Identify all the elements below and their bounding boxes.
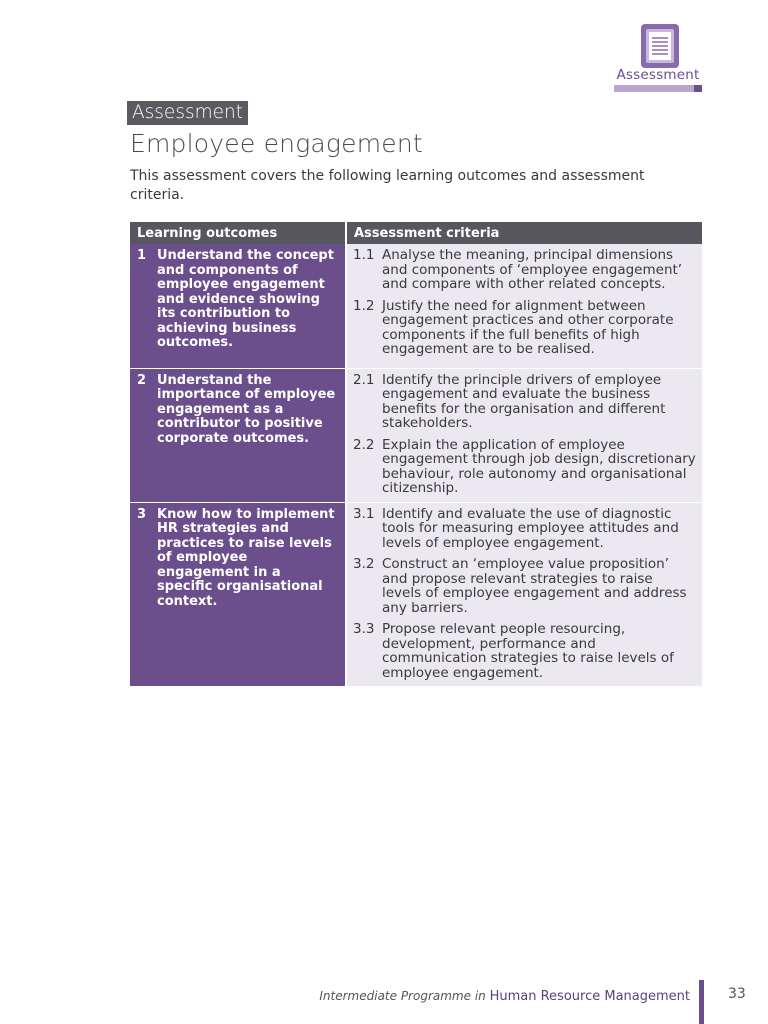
- footer-programme: [319, 989, 690, 1004]
- criterion-text: Identify the principle drivers of employee engagement and evaluate the business benefits for the organisation and different stakeholders.: [382, 371, 666, 431]
- footer-divider: [699, 980, 704, 1024]
- outcome-text: Understand the concept and components of employee engagement and evidence showing its contribution to achieving business outcomes.: [157, 248, 334, 350]
- assessment-table: [130, 222, 702, 687]
- intro-text: This assessment covers the following learning outcomes and assessment criteria.: [130, 168, 645, 203]
- table-row: [130, 368, 702, 502]
- criterion-item: [353, 622, 696, 680]
- footer-prefix: Intermediate Programme in: [319, 989, 486, 1003]
- criterion-text: Propose relevant people resourcing, development, performance and communication strategies to raise levels of employee engagement.: [382, 621, 674, 681]
- criterion-number: 2.2: [353, 436, 375, 453]
- criterion-number: 1.1: [353, 247, 375, 263]
- criterion-item: [353, 373, 696, 431]
- criterion-text: Identify and evaluate the use of diagnostic tools for measuring employee attitudes and levels of employee engagement.: [382, 505, 679, 551]
- outcome-number: 2: [137, 372, 147, 388]
- corner-label: Assessment: [616, 67, 700, 83]
- criterion-text: Analyse the meaning, principal dimensions and components of ‘employee engagement’ and compare with other related concepts.: [382, 247, 683, 292]
- criterion-text: Construct an ‘employee value proposition’ and propose relevant strategies to raise levels of employee engagement and address any barriers.: [382, 556, 687, 616]
- criterion-number: 3.2: [353, 556, 375, 572]
- page-number: 33: [728, 986, 746, 1002]
- criterion-number: 3.1: [353, 505, 375, 522]
- criterion-item: [353, 299, 696, 357]
- criterion-number: 1.2: [353, 297, 375, 314]
- criteria-cell: [346, 368, 702, 502]
- outcome-text: Know how to implement HR strategies and practices to raise levels of employee engagement in a specific organisational context.: [157, 506, 335, 609]
- learning-outcome-cell: [130, 244, 346, 368]
- header-learning-outcomes: Learning outcomes: [130, 222, 346, 244]
- criterion-number: 2.1: [353, 371, 375, 388]
- criterion-item: [353, 557, 696, 615]
- header-assessment-criteria: Assessment criteria: [346, 222, 702, 244]
- outcome-text: Understand the importance of employee engagement as a contributor to positive corporate outcomes.: [157, 372, 336, 446]
- table-row: [130, 502, 702, 687]
- criteria-cell: [346, 244, 702, 368]
- criterion-item: [353, 438, 696, 496]
- learning-outcome-cell: [130, 368, 346, 502]
- page-title: Employee engagement: [130, 129, 423, 158]
- document-icon: [641, 24, 679, 68]
- table-header-row: [130, 222, 702, 244]
- footer-course: Human Resource Management: [489, 989, 690, 1004]
- corner-accent-bar: [614, 85, 702, 92]
- learning-outcome-cell: [130, 502, 346, 687]
- section-tag: Assessment: [127, 101, 248, 125]
- table-row: [130, 244, 702, 368]
- criterion-text: Explain the application of employee engagement through job design, discretionary behaviour, role autonomy and organisational citizenship.: [382, 436, 696, 496]
- criterion-number: 3.3: [353, 621, 375, 637]
- outcome-number: 1: [137, 248, 147, 263]
- criterion-text: Justify the need for alignment between engagement practices and other corporate components if the full benefits of high engagement are to be realised.: [382, 297, 674, 357]
- outcome-number: 3: [137, 506, 147, 522]
- criteria-cell: [346, 502, 702, 687]
- criterion-item: [353, 248, 696, 292]
- criterion-item: [353, 507, 696, 551]
